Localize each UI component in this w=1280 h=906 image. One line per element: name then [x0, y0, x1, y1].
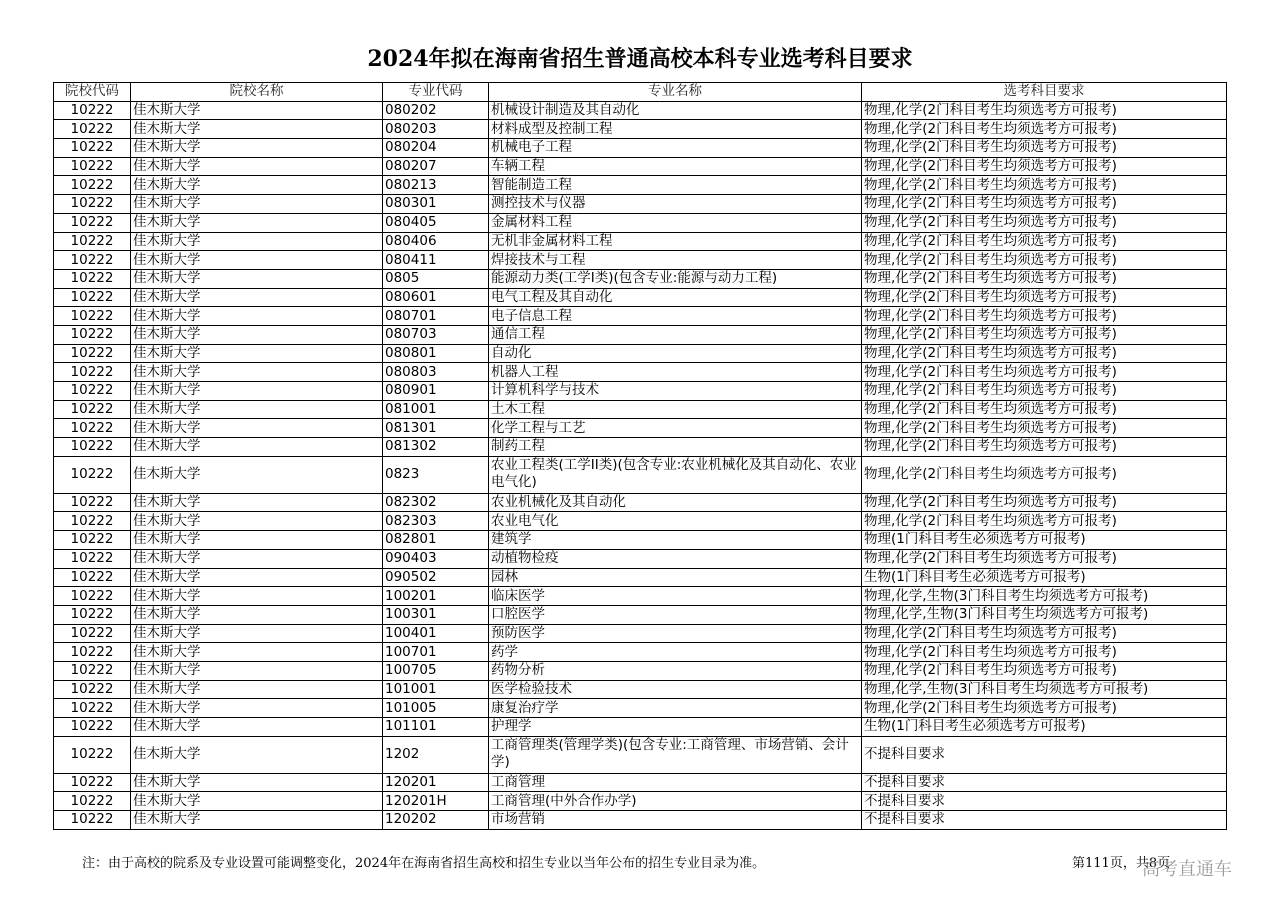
- major-code-cell: 081302: [383, 438, 489, 457]
- major-name-cell: 金属材料工程: [489, 213, 862, 232]
- requirement-cell: 物理,化学(2门科目考生均须选考方可报考): [862, 213, 1227, 232]
- requirement-cell: 物理,化学(2门科目考生均须选考方可报考): [862, 157, 1227, 176]
- school-code-cell: 10222: [54, 624, 131, 643]
- table-row: [54, 718, 1227, 737]
- table-row: [54, 232, 1227, 251]
- major-code-cell: 080701: [383, 307, 489, 326]
- school-name-cell: 佳木斯大学: [131, 251, 383, 270]
- school-code-cell: 10222: [54, 531, 131, 550]
- requirement-cell: 物理,化学(2门科目考生均须选考方可报考): [862, 661, 1227, 680]
- school-name-cell: 佳木斯大学: [131, 792, 383, 811]
- requirement-cell: 物理,化学(2门科目考生均须选考方可报考): [862, 493, 1227, 512]
- header-major-name: 专业名称: [489, 83, 862, 102]
- school-code-cell: 10222: [54, 773, 131, 792]
- major-name-cell: 测控技术与仪器: [489, 195, 862, 214]
- major-name-cell: 化学工程与工艺: [489, 419, 862, 438]
- major-code-cell: 090403: [383, 549, 489, 568]
- major-name-cell: 护理学: [489, 718, 862, 737]
- major-name-cell: 电气工程及其自动化: [489, 288, 862, 307]
- school-name-cell: 佳木斯大学: [131, 139, 383, 158]
- requirement-cell: 物理,化学(2门科目考生均须选考方可报考): [862, 549, 1227, 568]
- requirement-cell: 物理,化学(2门科目考生均须选考方可报考): [862, 101, 1227, 120]
- major-name-cell: 农业电气化: [489, 512, 862, 531]
- table-row: [54, 811, 1227, 830]
- school-code-cell: 10222: [54, 363, 131, 382]
- requirement-cell: 物理,化学(2门科目考生均须选考方可报考): [862, 400, 1227, 419]
- school-name-cell: 佳木斯大学: [131, 213, 383, 232]
- school-name-cell: 佳木斯大学: [131, 438, 383, 457]
- major-code-cell: 080204: [383, 139, 489, 158]
- table-row: [54, 661, 1227, 680]
- table-row: [54, 699, 1227, 718]
- major-name-cell: 能源动力类(工学I类)(包含专业:能源与动力工程): [489, 269, 862, 288]
- school-code-cell: 10222: [54, 512, 131, 531]
- table-row: [54, 176, 1227, 195]
- table-row: [54, 531, 1227, 550]
- table-row: [54, 269, 1227, 288]
- header-school-name: 院校名称: [131, 83, 383, 102]
- major-code-cell: 080703: [383, 325, 489, 344]
- school-code-cell: 10222: [54, 195, 131, 214]
- major-code-cell: 080405: [383, 213, 489, 232]
- major-name-cell: 临床医学: [489, 587, 862, 606]
- major-code-cell: 101001: [383, 680, 489, 699]
- requirement-cell: 不提科目要求: [862, 811, 1227, 830]
- school-code-cell: 10222: [54, 699, 131, 718]
- major-name-cell: 园林: [489, 568, 862, 587]
- requirement-cell: 物理,化学(2门科目考生均须选考方可报考): [862, 624, 1227, 643]
- school-name-cell: 佳木斯大学: [131, 512, 383, 531]
- school-code-cell: 10222: [54, 792, 131, 811]
- major-code-cell: 101005: [383, 699, 489, 718]
- requirement-cell: 物理,化学(2门科目考生均须选考方可报考): [862, 120, 1227, 139]
- major-code-cell: 100701: [383, 643, 489, 662]
- major-name-cell: 通信工程: [489, 325, 862, 344]
- requirement-cell: 物理,化学(2门科目考生均须选考方可报考): [862, 195, 1227, 214]
- school-name-cell: 佳木斯大学: [131, 568, 383, 587]
- major-name-cell: 制药工程: [489, 438, 862, 457]
- footnote: 注：由于高校的院系及专业设置可能调整变化，2024年在海南省招生高校和招生专业以当年公布的招生专业目录为准。: [82, 856, 766, 871]
- page-title: 2024年拟在海南省招生普通高校本科专业选考科目要求: [367, 46, 913, 72]
- major-code-cell: 0823: [383, 456, 489, 493]
- requirement-cell: 不提科目要求: [862, 792, 1227, 811]
- major-code-cell: 120201: [383, 773, 489, 792]
- major-code-cell: 080411: [383, 251, 489, 270]
- major-name-cell: 药学: [489, 643, 862, 662]
- school-name-cell: 佳木斯大学: [131, 400, 383, 419]
- school-code-cell: 10222: [54, 456, 131, 493]
- school-name-cell: 佳木斯大学: [131, 643, 383, 662]
- table-row: [54, 325, 1227, 344]
- school-name-cell: 佳木斯大学: [131, 718, 383, 737]
- requirement-cell: 物理,化学(2门科目考生均须选考方可报考): [862, 512, 1227, 531]
- table-row: [54, 624, 1227, 643]
- table-row: [54, 587, 1227, 606]
- major-name-cell: 农业工程类(工学II类)(包含专业:农业机械化及其自动化、农业电气化): [489, 456, 862, 493]
- school-name-cell: 佳木斯大学: [131, 363, 383, 382]
- major-name-cell: 口腔医学: [489, 605, 862, 624]
- major-name-cell: 机器人工程: [489, 363, 862, 382]
- school-code-cell: 10222: [54, 382, 131, 401]
- school-name-cell: 佳木斯大学: [131, 624, 383, 643]
- table-row: [54, 493, 1227, 512]
- requirement-cell: 物理,化学(2门科目考生均须选考方可报考): [862, 438, 1227, 457]
- school-name-cell: 佳木斯大学: [131, 325, 383, 344]
- school-name-cell: 佳木斯大学: [131, 195, 383, 214]
- school-name-cell: 佳木斯大学: [131, 176, 383, 195]
- school-name-cell: 佳木斯大学: [131, 773, 383, 792]
- major-name-cell: 动植物检疫: [489, 549, 862, 568]
- major-code-cell: 120202: [383, 811, 489, 830]
- major-code-cell: 080601: [383, 288, 489, 307]
- school-code-cell: 10222: [54, 811, 131, 830]
- school-code-cell: 10222: [54, 307, 131, 326]
- major-name-cell: 土木工程: [489, 400, 862, 419]
- table-row: [54, 400, 1227, 419]
- header-subject-requirement: 选考科目要求: [862, 83, 1227, 102]
- major-code-cell: 080207: [383, 157, 489, 176]
- major-name-cell: 车辆工程: [489, 157, 862, 176]
- major-name-cell: 智能制造工程: [489, 176, 862, 195]
- school-code-cell: 10222: [54, 736, 131, 773]
- header-major-code: 专业代码: [383, 83, 489, 102]
- school-code-cell: 10222: [54, 344, 131, 363]
- school-code-cell: 10222: [54, 493, 131, 512]
- major-name-cell: 焊接技术与工程: [489, 251, 862, 270]
- school-code-cell: 10222: [54, 288, 131, 307]
- table-row: [54, 344, 1227, 363]
- school-code-cell: 10222: [54, 587, 131, 606]
- major-code-cell: 080213: [383, 176, 489, 195]
- major-name-cell: 农业机械化及其自动化: [489, 493, 862, 512]
- requirement-cell: 物理,化学(2门科目考生均须选考方可报考): [862, 307, 1227, 326]
- school-code-cell: 10222: [54, 400, 131, 419]
- requirement-cell: 物理,化学,生物(3门科目考生均须选考方可报考): [862, 587, 1227, 606]
- school-name-cell: 佳木斯大学: [131, 288, 383, 307]
- requirement-cell: 物理,化学(2门科目考生均须选考方可报考): [862, 269, 1227, 288]
- school-name-cell: 佳木斯大学: [131, 307, 383, 326]
- school-name-cell: 佳木斯大学: [131, 232, 383, 251]
- requirement-cell: 物理,化学,生物(3门科目考生均须选考方可报考): [862, 605, 1227, 624]
- requirement-cell: 物理,化学(2门科目考生均须选考方可报考): [862, 251, 1227, 270]
- school-code-cell: 10222: [54, 139, 131, 158]
- major-code-cell: 100301: [383, 605, 489, 624]
- major-code-cell: 081001: [383, 400, 489, 419]
- major-name-cell: 材料成型及控制工程: [489, 120, 862, 139]
- requirement-cell: 物理,化学(2门科目考生均须选考方可报考): [862, 176, 1227, 195]
- major-name-cell: 市场营销: [489, 811, 862, 830]
- major-code-cell: 080901: [383, 382, 489, 401]
- table-row: [54, 643, 1227, 662]
- school-name-cell: 佳木斯大学: [131, 493, 383, 512]
- school-name-cell: 佳木斯大学: [131, 157, 383, 176]
- table-row: [54, 736, 1227, 773]
- major-name-cell: 电子信息工程: [489, 307, 862, 326]
- major-code-cell: 080801: [383, 344, 489, 363]
- major-name-cell: 计算机科学与技术: [489, 382, 862, 401]
- table-row: [54, 195, 1227, 214]
- major-name-cell: 工商管理(中外合作办学): [489, 792, 862, 811]
- requirement-cell: 不提科目要求: [862, 773, 1227, 792]
- requirement-cell: 物理,化学(2门科目考生均须选考方可报考): [862, 139, 1227, 158]
- major-name-cell: 康复治疗学: [489, 699, 862, 718]
- requirement-cell: 物理(1门科目考生必须选考方可报考): [862, 531, 1227, 550]
- major-name-cell: 机械电子工程: [489, 139, 862, 158]
- school-code-cell: 10222: [54, 157, 131, 176]
- major-code-cell: 090502: [383, 568, 489, 587]
- school-name-cell: 佳木斯大学: [131, 605, 383, 624]
- requirement-cell: 生物(1门科目考生必须选考方可报考): [862, 568, 1227, 587]
- major-name-cell: 药物分析: [489, 661, 862, 680]
- requirement-cell: 物理,化学(2门科目考生均须选考方可报考): [862, 419, 1227, 438]
- major-name-cell: 无机非金属材料工程: [489, 232, 862, 251]
- requirements-table: [53, 82, 1227, 830]
- table-row: [54, 438, 1227, 457]
- major-code-cell: 080803: [383, 363, 489, 382]
- table-row: [54, 213, 1227, 232]
- school-code-cell: 10222: [54, 568, 131, 587]
- school-code-cell: 10222: [54, 213, 131, 232]
- major-code-cell: 081301: [383, 419, 489, 438]
- major-code-cell: 080203: [383, 120, 489, 139]
- table-row: [54, 680, 1227, 699]
- school-name-cell: 佳木斯大学: [131, 101, 383, 120]
- school-name-cell: 佳木斯大学: [131, 587, 383, 606]
- major-code-cell: 0805: [383, 269, 489, 288]
- table-row: [54, 419, 1227, 438]
- school-code-cell: 10222: [54, 438, 131, 457]
- school-name-cell: 佳木斯大学: [131, 419, 383, 438]
- table-row: [54, 251, 1227, 270]
- requirement-cell: 生物(1门科目考生必须选考方可报考): [862, 718, 1227, 737]
- table-row: [54, 605, 1227, 624]
- school-name-cell: 佳木斯大学: [131, 531, 383, 550]
- school-code-cell: 10222: [54, 549, 131, 568]
- school-code-cell: 10222: [54, 680, 131, 699]
- requirement-cell: 物理,化学(2门科目考生均须选考方可报考): [862, 699, 1227, 718]
- requirement-cell: 物理,化学(2门科目考生均须选考方可报考): [862, 325, 1227, 344]
- table-header-row: [54, 83, 1227, 102]
- school-name-cell: 佳木斯大学: [131, 736, 383, 773]
- major-code-cell: 080406: [383, 232, 489, 251]
- table-row: [54, 456, 1227, 493]
- major-name-cell: 机械设计制造及其自动化: [489, 101, 862, 120]
- major-name-cell: 预防医学: [489, 624, 862, 643]
- school-code-cell: 10222: [54, 718, 131, 737]
- table-row: [54, 363, 1227, 382]
- school-name-cell: 佳木斯大学: [131, 344, 383, 363]
- header-school-code: 院校代码: [54, 83, 131, 102]
- school-code-cell: 10222: [54, 120, 131, 139]
- major-code-cell: 082303: [383, 512, 489, 531]
- school-code-cell: 10222: [54, 232, 131, 251]
- requirement-cell: 物理,化学(2门科目考生均须选考方可报考): [862, 288, 1227, 307]
- major-code-cell: 080202: [383, 101, 489, 120]
- table-row: [54, 139, 1227, 158]
- school-name-cell: 佳木斯大学: [131, 549, 383, 568]
- major-code-cell: 100201: [383, 587, 489, 606]
- major-code-cell: 1202: [383, 736, 489, 773]
- table-row: [54, 120, 1227, 139]
- major-code-cell: 100401: [383, 624, 489, 643]
- school-name-cell: 佳木斯大学: [131, 269, 383, 288]
- watermark: 高考直通车: [1142, 859, 1232, 880]
- school-name-cell: 佳木斯大学: [131, 661, 383, 680]
- requirement-cell: 物理,化学(2门科目考生均须选考方可报考): [862, 456, 1227, 493]
- school-code-cell: 10222: [54, 101, 131, 120]
- school-name-cell: 佳木斯大学: [131, 382, 383, 401]
- major-code-cell: 101101: [383, 718, 489, 737]
- page-number: 第111页，共8页: [1072, 856, 1171, 871]
- school-name-cell: 佳木斯大学: [131, 811, 383, 830]
- school-name-cell: 佳木斯大学: [131, 120, 383, 139]
- requirement-cell: 物理,化学(2门科目考生均须选考方可报考): [862, 344, 1227, 363]
- table-row: [54, 792, 1227, 811]
- requirement-cell: 物理,化学,生物(3门科目考生均须选考方可报考): [862, 680, 1227, 699]
- table-row: [54, 288, 1227, 307]
- school-code-cell: 10222: [54, 325, 131, 344]
- school-code-cell: 10222: [54, 605, 131, 624]
- major-code-cell: 100705: [383, 661, 489, 680]
- major-name-cell: 自动化: [489, 344, 862, 363]
- major-name-cell: 工商管理类(管理学类)(包含专业:工商管理、市场营销、会计学): [489, 736, 862, 773]
- major-name-cell: 医学检验技术: [489, 680, 862, 699]
- table-row: [54, 512, 1227, 531]
- school-name-cell: 佳木斯大学: [131, 699, 383, 718]
- school-code-cell: 10222: [54, 176, 131, 195]
- requirement-cell: 物理,化学(2门科目考生均须选考方可报考): [862, 382, 1227, 401]
- school-code-cell: 10222: [54, 251, 131, 270]
- school-name-cell: 佳木斯大学: [131, 456, 383, 493]
- school-code-cell: 10222: [54, 661, 131, 680]
- table-row: [54, 307, 1227, 326]
- school-name-cell: 佳木斯大学: [131, 680, 383, 699]
- requirement-cell: 物理,化学(2门科目考生均须选考方可报考): [862, 643, 1227, 662]
- requirement-cell: 不提科目要求: [862, 736, 1227, 773]
- school-code-cell: 10222: [54, 643, 131, 662]
- table-row: [54, 773, 1227, 792]
- requirement-cell: 物理,化学(2门科目考生均须选考方可报考): [862, 363, 1227, 382]
- major-code-cell: 082302: [383, 493, 489, 512]
- major-code-cell: 080301: [383, 195, 489, 214]
- table-row: [54, 549, 1227, 568]
- table-row: [54, 101, 1227, 120]
- school-code-cell: 10222: [54, 419, 131, 438]
- table-row: [54, 568, 1227, 587]
- major-name-cell: 工商管理: [489, 773, 862, 792]
- major-code-cell: 120201H: [383, 792, 489, 811]
- table-row: [54, 157, 1227, 176]
- requirement-cell: 物理,化学(2门科目考生均须选考方可报考): [862, 232, 1227, 251]
- table-row: [54, 382, 1227, 401]
- major-code-cell: 082801: [383, 531, 489, 550]
- major-name-cell: 建筑学: [489, 531, 862, 550]
- school-code-cell: 10222: [54, 269, 131, 288]
